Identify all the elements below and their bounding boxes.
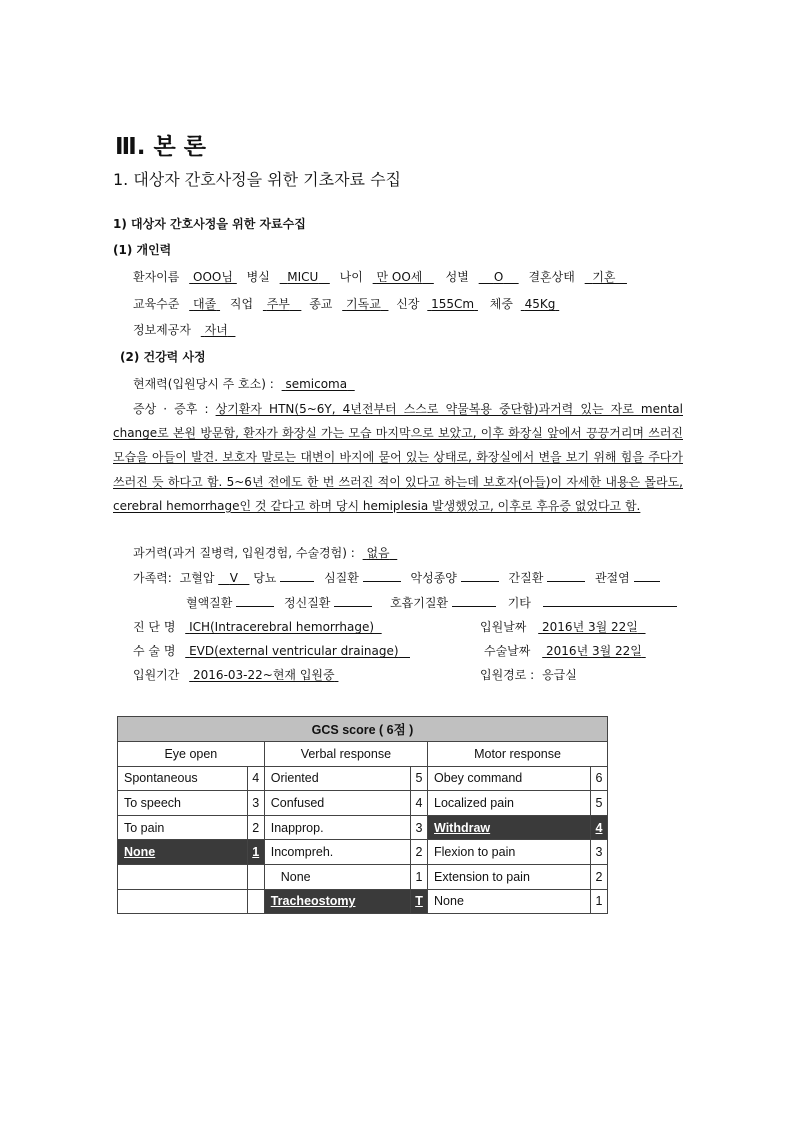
verbal-score: 3 (411, 815, 428, 840)
eye-score (247, 864, 264, 889)
marital-label: 결혼상태 (528, 270, 575, 284)
eye-item: Spontaneous (118, 766, 248, 791)
verbal-item: Incompreh. (264, 840, 410, 865)
diagnosis-value: ICH(Intracerebral hemorrhage) (189, 620, 375, 634)
mental-blank (334, 594, 372, 607)
verbal-item: Confused (264, 791, 410, 816)
motor-score: 5 (591, 791, 608, 816)
job-value: 주부 (266, 297, 290, 311)
eye-score (247, 889, 264, 914)
eye-score-selected: 1 (247, 840, 264, 865)
gcs-header-eye: Eye open (118, 742, 265, 767)
education-label: 교육수준 (133, 297, 180, 311)
informant-value: 자녀 (204, 323, 228, 337)
admission-period-label: 입원기간 (133, 668, 180, 682)
symptom-label: 증상 · 증후 : (133, 402, 209, 416)
other-blank (543, 594, 677, 607)
informant-label: 정보제공자 (133, 323, 191, 337)
admit-date-label: 입원날짜 (480, 620, 527, 634)
motor-score: 2 (591, 864, 608, 889)
verbal-item: Inapprop. (264, 815, 410, 840)
sex-label: 성별 (445, 270, 469, 284)
admission-period-row (133, 666, 338, 683)
section-heading: Ⅲ. 본 론 (115, 134, 206, 160)
blood-blank (236, 594, 274, 607)
liver-label: 간질환 (508, 571, 544, 585)
admission-route-row (480, 666, 577, 683)
ward-value: MICU (287, 270, 319, 284)
arthritis-blank (634, 569, 660, 582)
weight-value: 45Kg (524, 297, 556, 311)
diagnosis-label: 진 단 명 (133, 620, 176, 634)
op-date-row (484, 642, 646, 659)
motor-item: Flexion to pain (428, 840, 591, 865)
height-value: 155Cm (431, 297, 475, 311)
gcs-header-motor: Motor response (428, 742, 608, 767)
motor-score: 3 (591, 840, 608, 865)
blood-label: 혈액질환 (186, 596, 233, 610)
resp-label: 호흡기질환 (390, 596, 449, 610)
verbal-score: 4 (411, 791, 428, 816)
operation-label: 수 술 명 (133, 644, 176, 658)
resp-blank (452, 594, 496, 607)
religion-label: 종교 (309, 297, 333, 311)
marital-value: 기혼 (592, 270, 616, 284)
cancer-label: 악성종양 (410, 571, 457, 585)
motor-item: Localized pain (428, 791, 591, 816)
eye-item (118, 864, 248, 889)
verbal-score: 5 (411, 766, 428, 791)
gcs-row (118, 840, 608, 865)
eye-score: 3 (247, 791, 264, 816)
eye-item: To pain (118, 815, 248, 840)
htn-label: 고혈압 (179, 571, 215, 585)
family-history-row-1 (133, 569, 660, 586)
education-value: 대졸 (193, 297, 217, 311)
motor-item: Extension to pain (428, 864, 591, 889)
verbal-score-selected: T (411, 889, 428, 914)
eye-item: To speech (118, 791, 248, 816)
admit-date-row (480, 618, 646, 635)
chief-complaint-value: semicoma (285, 377, 348, 391)
admission-route-label: 입원경로 : (480, 668, 535, 682)
verbal-item-selected: Tracheostomy (264, 889, 410, 914)
operation-value: EVD(external ventricular drainage) (189, 644, 399, 658)
motor-item-selected: Withdraw (428, 815, 591, 840)
motor-item: None (428, 889, 591, 914)
gcs-row (118, 791, 608, 816)
dm-blank (280, 569, 314, 582)
gcs-row (118, 864, 608, 889)
other-label: 기타 (507, 596, 531, 610)
age-value: 만 OO세 (376, 270, 423, 284)
operation-row (133, 642, 410, 659)
eye-score: 2 (247, 815, 264, 840)
admit-date-value: 2016년 3월 22일 (542, 620, 638, 634)
age-label: 나이 (339, 270, 363, 284)
gcs-row (118, 766, 608, 791)
religion-value: 기독교 (346, 297, 381, 311)
personal-row-2 (133, 295, 559, 312)
symptom-paragraph (113, 397, 683, 518)
motor-score-selected: 4 (591, 815, 608, 840)
verbal-score: 1 (411, 864, 428, 889)
cancer-blank (461, 569, 499, 582)
arthritis-label: 관절염 (594, 571, 630, 585)
gcs-row (118, 889, 608, 914)
personal-row-3 (133, 321, 235, 338)
diagnosis-row (133, 618, 382, 635)
op-date-value: 2016년 3월 22일 (546, 644, 642, 658)
verbal-item: Oriented (264, 766, 410, 791)
section-subheading: 1. 대상자 간호사정을 위한 기초자료 수집 (113, 170, 401, 189)
family-history-row-2 (186, 594, 677, 611)
sex-value: O (493, 270, 504, 284)
name-value: OOO님 (193, 270, 233, 284)
weight-label: 체중 (489, 297, 513, 311)
motor-score: 1 (591, 889, 608, 914)
chief-complaint-label: 현재력(입원당시 주 호소) : (133, 377, 274, 391)
eye-score: 4 (247, 766, 264, 791)
liver-blank (547, 569, 585, 582)
op-date-label: 수술날짜 (484, 644, 531, 658)
past-history-value: 없음 (366, 546, 390, 560)
chief-complaint-row (133, 375, 355, 392)
eye-item (118, 889, 248, 914)
gcs-header-verbal: Verbal response (264, 742, 427, 767)
admission-route-value: 응급실 (542, 668, 577, 682)
personal-history-title: (1) 개인력 (113, 243, 172, 257)
heart-blank (363, 569, 401, 582)
symptom-text: 상기환자 HTN(5~6Y, 4년전부터 스스로 약물복용 중단함)과거력 있는 자로 mental change로 본원 방문함, 환자가 화장실 가는 모습 마지막으로 보았고, 이후 화장실 앞에서 끙끙거리며 쓰러진 모습을 아들이 발견. 보호자 말로는 대변이 바지에 묻어 있는 상태로, 화장실에서 변을 보기 위해 힘을 주다가 쓰러진 듯 하다고 함. 5~6년 전에도 한 번 쓰러진 적이 있다고 하는데 보호자(아들)이 자세한 내용은 몰라도, cerebral hemorrhage인 것 같다고 하며 당시 hemiplesia 발생했었고, 이후로 후유증 없었다고 함. (113, 402, 683, 513)
subsection-title: 1) 대상자 간호사정을 위한 자료수집 (113, 217, 306, 231)
gcs-score-table (117, 716, 608, 914)
eye-item-selected: None (118, 840, 248, 865)
gcs-caption: GCS score ( 6점 ) (118, 717, 608, 742)
motor-score: 6 (591, 766, 608, 791)
personal-row-1 (133, 268, 627, 285)
verbal-item: None (264, 864, 410, 889)
admission-period-value: 2016-03-22~현재 입원중 (193, 668, 335, 682)
ward-label: 병실 (246, 270, 270, 284)
name-label: 환자이름 (133, 270, 180, 284)
htn-value: V (229, 571, 238, 585)
heart-label: 심질환 (324, 571, 359, 585)
past-history-row (133, 544, 397, 561)
past-history-label: 과거력(과거 질병력, 입원경험, 수술경험) : (133, 546, 355, 560)
gcs-row (118, 815, 608, 840)
family-history-label: 가족력: (133, 571, 172, 585)
height-label: 신장 (396, 297, 420, 311)
job-label: 직업 (229, 297, 254, 311)
motor-item: Obey command (428, 766, 591, 791)
health-history-title: (2) 건강력 사정 (120, 350, 206, 364)
dm-label: 당뇨 (253, 571, 277, 585)
mental-label: 정신질환 (284, 596, 331, 610)
verbal-score: 2 (411, 840, 428, 865)
